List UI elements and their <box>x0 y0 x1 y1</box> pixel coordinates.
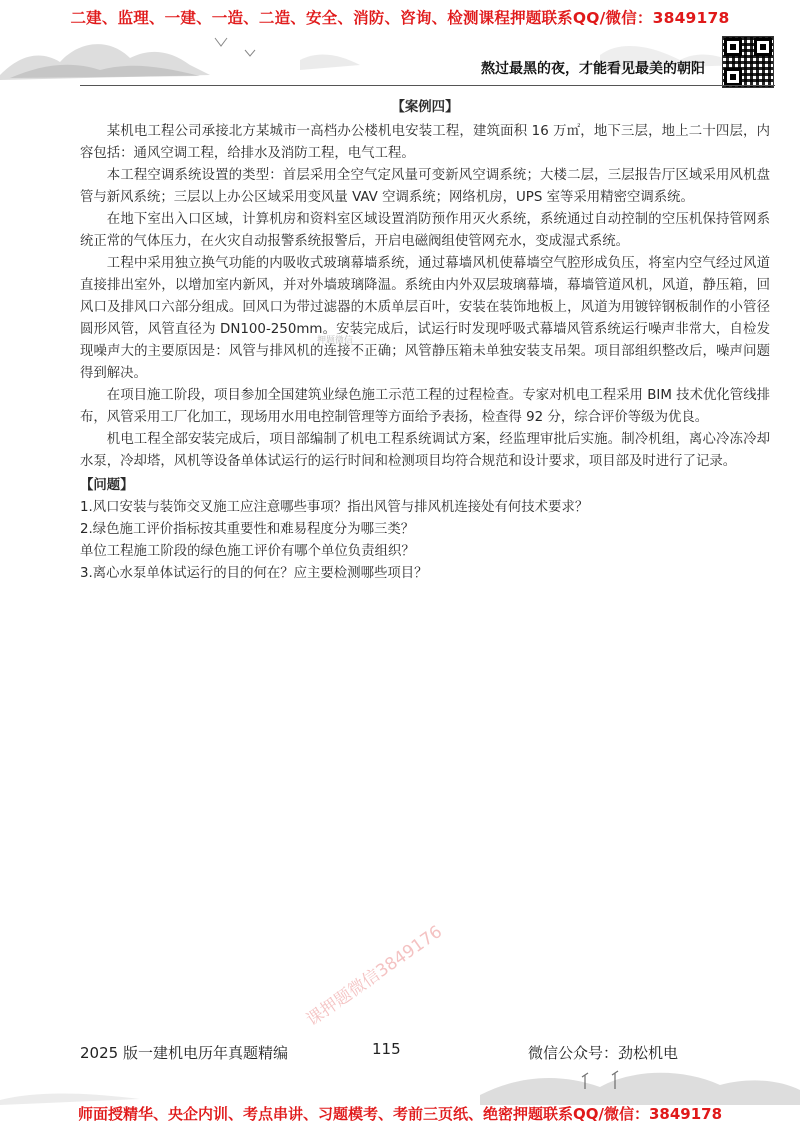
header-divider <box>80 85 775 86</box>
motto: 熬过最黑的夜，才能看见最美的朝阳 <box>481 61 705 77</box>
mountain-ink-decoration-bottom <box>0 1055 800 1105</box>
bottom-banner: 师面授精华、央企内训、考点串讲、习题模考、考前三页纸、绝密押题联系QQ/微信：3849178 <box>77 1105 723 1123</box>
diagonal-watermark: 课押题微信3849176 <box>302 921 446 1031</box>
mountain-ink-decoration <box>0 20 800 90</box>
question-2b: 单位工程施工阶段的绿色施工评价有哪个单位负责组织？ <box>80 544 415 559</box>
paragraph-5: 在项目施工阶段，项目参加全国建筑业绿色施工示范工程的过程检查。专家对机电工程采用 BIM 技术优化管线排布，风管采用工厂化加工，现场用水用电控制管理等方面给予表扬，检查得 92 分，综合评价等级为优良。 <box>80 388 770 425</box>
paragraph-3: 在地下室出入口区域，计算机房和资料室区域设置消防预作用灭火系统，系统通过自动控制的空压机保持管网系统正常的气体压力，在火灾自动报警系统报警后，开启电磁阀组使管网充水，变成湿式系统。 <box>80 212 770 249</box>
inline-watermark: 押题微信 <box>317 336 354 346</box>
case-body <box>80 97 770 585</box>
case-title: 【案例四】 <box>391 100 459 115</box>
qr-code-icon <box>722 36 774 88</box>
question-2: 2.绿色施工评价指标按其重要性和难易程度分为哪三类？ <box>80 522 415 537</box>
paragraph-1: 某机电工程公司承接北方某城市一高档办公楼机电安装工程，建筑面积 16 万㎡，地下三层，地上二十四层，内容包括：通风空调工程，给排水及消防工程，电气工程。 <box>80 124 770 161</box>
paragraph-6: 机电工程全部安装完成后，项目部编制了机电工程系统调试方案，经监理审批后实施。制冷机组，离心冷冻冷却水泵，冷却塔，风机等设备单体试运行的运行时间和检测项目均符合规范和设计要求，项目部及时进行了记录。 <box>80 432 770 469</box>
question-1: 1.风口安装与装饰交叉施工应注意哪些事项？指出风管与排风机连接处有何技术要求？ <box>80 500 589 515</box>
paragraph-4: 工程中采用独立换气功能的内吸收式玻璃幕墙系统，通过幕墙风机使幕墙空气腔形成负压，将室内空气经过风道直接排出室外，以增加室内新风，并对外墙玻璃降温。系统由内外双层玻璃幕墙，幕墙管道风机，风道，静压箱，回风口及排风口六部分组成。回风口为带过滤器的木质单层百叶，安装在装饰地板上，风道为用镀锌钢板制作的小管径圆形风管，风管直径为 DN100-250mm。安装完成后，试运行时发现呼吸式幕墙风管系统运行噪声非常大，自检发现噪声大的主要原因是：风管与排风机的连接不正确；风管静压箱未单独安装支吊架。项目部组织整改后，噪声问题得到解决。 <box>80 256 770 381</box>
top-banner: 二建、监理、一建、一造、二造、安全、消防、咨询、检测课程押题联系QQ/微信：3849178 <box>70 9 730 27</box>
questions-title: 【问题】 <box>80 478 134 493</box>
footer-book-title: 2025 版一建机电历年真题精编 <box>80 1044 288 1062</box>
paragraph-2: 本工程空调系统设置的类型：首层采用全空气定风量可变新风空调系统；大楼二层，三层报告厅区域采用风机盘管与新风系统；三层以上办公区域采用变风量 VAV 空调系统；网络机房，UPS 室等采用精密空调系统。 <box>80 168 770 205</box>
footer-wechat: 微信公众号：劲松机电 <box>528 1044 679 1062</box>
question-3: 3.离心水泵单体试运行的目的何在？应主要检测哪些项目？ <box>80 566 428 581</box>
page-number: 115 <box>372 1040 401 1058</box>
